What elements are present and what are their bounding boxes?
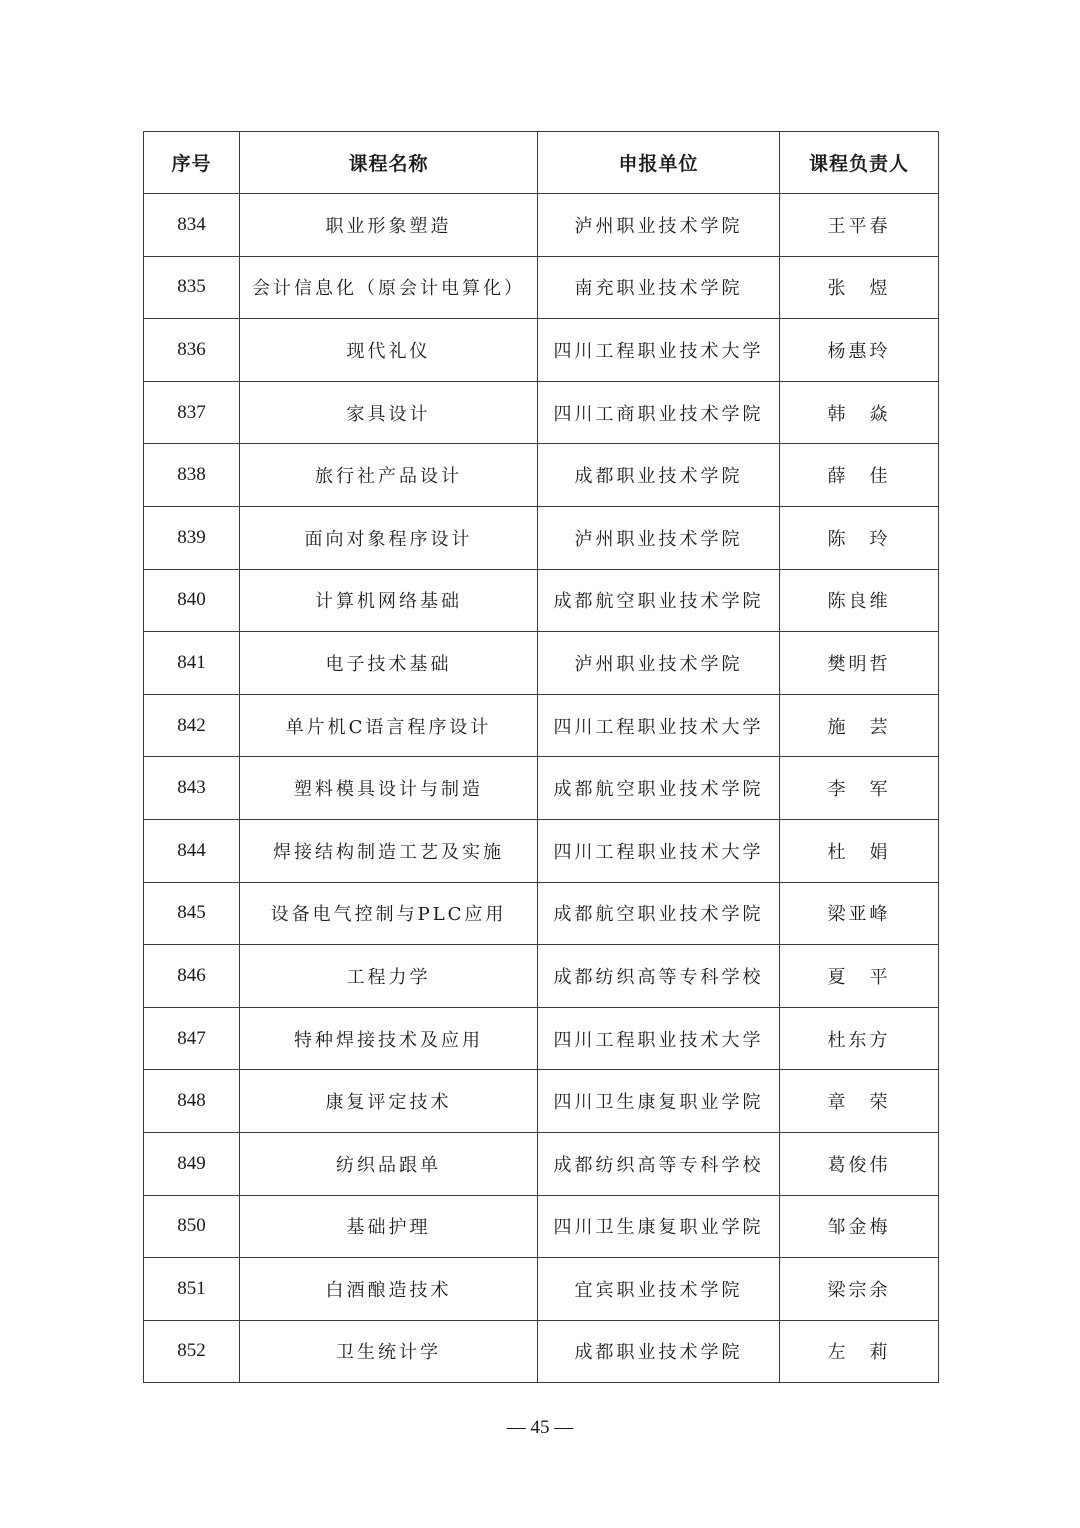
cell-course-leader: 葛俊伟 (780, 1132, 939, 1195)
table-row (144, 569, 939, 632)
cell-applying-institution: 四川工程职业技术大学 (538, 694, 780, 757)
table-row (144, 319, 939, 382)
cell-course-name: 电子技术基础 (240, 632, 538, 695)
cell-course-name: 职业形象塑造 (240, 194, 538, 257)
table-row (144, 632, 939, 695)
cell-serial-number: 851 (144, 1258, 240, 1321)
cell-course-name: 单片机C语言程序设计 (240, 694, 538, 757)
cell-course-leader: 施 芸 (780, 694, 939, 757)
cell-course-name: 特种焊接技术及应用 (240, 1007, 538, 1070)
table-row (144, 444, 939, 507)
table-row (144, 882, 939, 945)
header-serial-number: 序号 (144, 132, 240, 194)
header-course-name: 课程名称 (240, 132, 538, 194)
cell-applying-institution: 成都纺织高等专科学校 (538, 1132, 780, 1195)
cell-applying-institution: 成都航空职业技术学院 (538, 882, 780, 945)
cell-course-name: 纺织品跟单 (240, 1132, 538, 1195)
cell-course-name: 卫生统计学 (240, 1320, 538, 1383)
cell-serial-number: 848 (144, 1070, 240, 1133)
cell-course-leader: 王平春 (780, 194, 939, 257)
cell-serial-number: 845 (144, 882, 240, 945)
cell-course-name: 旅行社产品设计 (240, 444, 538, 507)
cell-course-leader: 杨惠玲 (780, 319, 939, 382)
cell-serial-number: 852 (144, 1320, 240, 1383)
cell-course-name: 会计信息化（原会计电算化） (240, 256, 538, 319)
cell-applying-institution: 泸州职业技术学院 (538, 506, 780, 569)
cell-course-name: 现代礼仪 (240, 319, 538, 382)
table-row (144, 819, 939, 882)
cell-course-leader: 梁宗余 (780, 1258, 939, 1321)
header-applying-institution: 申报单位 (538, 132, 780, 194)
cell-course-leader: 韩 焱 (780, 381, 939, 444)
table-row (144, 1195, 939, 1258)
cell-applying-institution: 成都纺织高等专科学校 (538, 945, 780, 1008)
cell-applying-institution: 四川卫生康复职业学院 (538, 1070, 780, 1133)
table-row (144, 1070, 939, 1133)
cell-serial-number: 850 (144, 1195, 240, 1258)
table-row (144, 1320, 939, 1383)
course-table (143, 131, 939, 1383)
table-row (144, 757, 939, 820)
cell-serial-number: 844 (144, 819, 240, 882)
cell-applying-institution: 泸州职业技术学院 (538, 194, 780, 257)
cell-serial-number: 834 (144, 194, 240, 257)
cell-course-name: 家具设计 (240, 381, 538, 444)
cell-applying-institution: 成都职业技术学院 (538, 1320, 780, 1383)
cell-course-name: 塑料模具设计与制造 (240, 757, 538, 820)
table-row (144, 506, 939, 569)
cell-course-leader: 薛 佳 (780, 444, 939, 507)
cell-course-name: 面向对象程序设计 (240, 506, 538, 569)
table-row (144, 945, 939, 1008)
cell-serial-number: 837 (144, 381, 240, 444)
cell-course-name: 计算机网络基础 (240, 569, 538, 632)
cell-course-name: 白酒酿造技术 (240, 1258, 538, 1321)
cell-applying-institution: 泸州职业技术学院 (538, 632, 780, 695)
cell-applying-institution: 成都职业技术学院 (538, 444, 780, 507)
page-number: — 45 — (506, 1417, 574, 1438)
table-row (144, 256, 939, 319)
cell-course-name: 焊接结构制造工艺及实施 (240, 819, 538, 882)
cell-serial-number: 849 (144, 1132, 240, 1195)
cell-course-leader: 夏 平 (780, 945, 939, 1008)
cell-course-leader: 左 莉 (780, 1320, 939, 1383)
cell-course-leader: 章 荣 (780, 1070, 939, 1133)
cell-applying-institution: 四川工程职业技术大学 (538, 319, 780, 382)
cell-serial-number: 838 (144, 444, 240, 507)
cell-applying-institution: 成都航空职业技术学院 (538, 569, 780, 632)
cell-course-leader: 张 煜 (780, 256, 939, 319)
cell-serial-number: 846 (144, 945, 240, 1008)
cell-applying-institution: 成都航空职业技术学院 (538, 757, 780, 820)
cell-applying-institution: 南充职业技术学院 (538, 256, 780, 319)
cell-course-name: 设备电气控制与PLC应用 (240, 882, 538, 945)
cell-course-name: 工程力学 (240, 945, 538, 1008)
cell-course-leader: 杜东方 (780, 1007, 939, 1070)
table-row (144, 381, 939, 444)
header-course-leader: 课程负责人 (780, 132, 939, 194)
cell-applying-institution: 四川工程职业技术大学 (538, 819, 780, 882)
cell-serial-number: 841 (144, 632, 240, 695)
cell-applying-institution: 宜宾职业技术学院 (538, 1258, 780, 1321)
table-row (144, 1132, 939, 1195)
cell-applying-institution: 四川工程职业技术大学 (538, 1007, 780, 1070)
table-row (144, 694, 939, 757)
cell-course-leader: 杜 娟 (780, 819, 939, 882)
cell-serial-number: 836 (144, 319, 240, 382)
cell-serial-number: 842 (144, 694, 240, 757)
cell-course-leader: 樊明哲 (780, 632, 939, 695)
table-header-row (144, 132, 939, 194)
cell-serial-number: 847 (144, 1007, 240, 1070)
table-body (144, 194, 939, 1383)
cell-applying-institution: 四川卫生康复职业学院 (538, 1195, 780, 1258)
cell-serial-number: 839 (144, 506, 240, 569)
cell-course-leader: 邹金梅 (780, 1195, 939, 1258)
table-row (144, 194, 939, 257)
cell-serial-number: 840 (144, 569, 240, 632)
table-row (144, 1007, 939, 1070)
cell-course-leader: 李 军 (780, 757, 939, 820)
cell-course-name: 基础护理 (240, 1195, 538, 1258)
cell-course-leader: 陈 玲 (780, 506, 939, 569)
cell-serial-number: 835 (144, 256, 240, 319)
cell-course-name: 康复评定技术 (240, 1070, 538, 1133)
table-row (144, 1258, 939, 1321)
cell-course-leader: 梁亚峰 (780, 882, 939, 945)
cell-serial-number: 843 (144, 757, 240, 820)
cell-applying-institution: 四川工商职业技术学院 (538, 381, 780, 444)
cell-course-leader: 陈良维 (780, 569, 939, 632)
